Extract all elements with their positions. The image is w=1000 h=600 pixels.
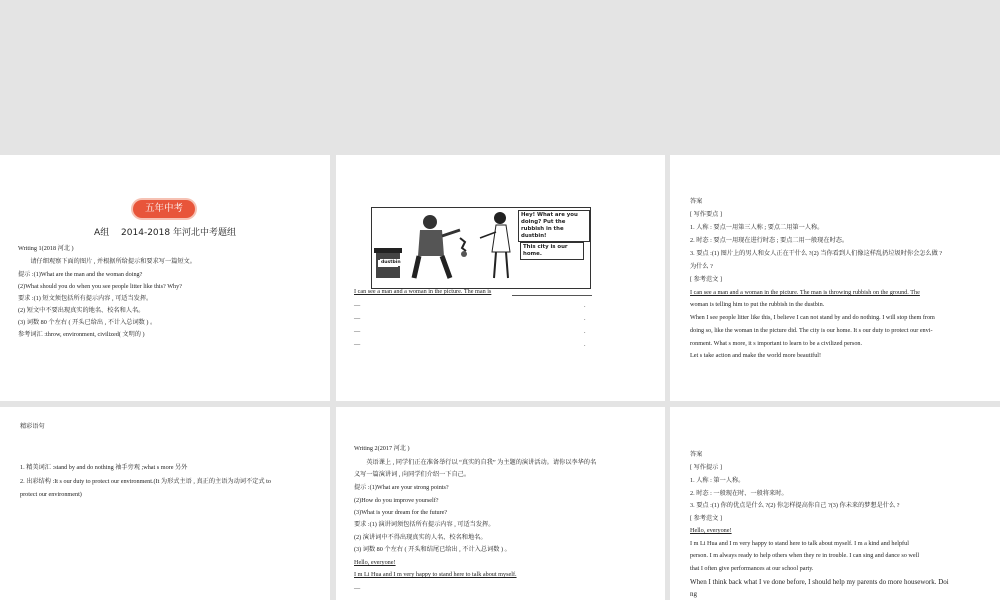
text-line: 要求 :(1) 演讲词须包括所有提示内容 , 可适当发挥。 — [354, 521, 495, 528]
text-line: woman is telling him to put the rubbish in the dustbin. — [690, 301, 825, 308]
dash-mark: — — [354, 341, 361, 348]
dash-mark: — — [354, 302, 361, 309]
text-line: 3. 要点 :(1) 图片上的男人和女人正在干什么 ?(2) 当你看到人们像这样乱扔垃圾时你会怎么做 ? — [690, 250, 943, 257]
text-line: When I see people litter like this, I believe I can not stand by and do nothing. I will stop them from — [690, 314, 935, 321]
text-line: doing so, like the woman in the picture did. The city is our home. It s our duty to protect our envi- — [690, 327, 933, 334]
text-line: (2)What should you do when you see people litter like this? Why? — [18, 283, 182, 290]
dustbin-label: dustbin — [381, 260, 401, 265]
answer-blank[interactable] — [512, 295, 592, 296]
text-line: 参考词汇 :throw, environment, civilized( 文明的 ) — [18, 331, 145, 338]
slide-writing2-answer[interactable] — [670, 407, 1000, 600]
dash-mark: — — [354, 328, 361, 335]
answer-start-line: I can see a man and a woman in the picture. The man is — [354, 288, 492, 295]
dot-mark: . — [584, 302, 586, 309]
text-line: (2) 短文中不要出现真实的地名、校名和人名。 — [18, 307, 145, 314]
slogan-sign: This city is our home. — [520, 242, 584, 260]
text-line: 3. 要点 :(1) 你的优点是什么 ?(2) 你怎样提高你自己 ?(3) 你未来的梦想是什么 ? — [690, 502, 900, 509]
text-line: Writing 1(2018 河北 ) — [18, 245, 74, 252]
litter-illustration — [371, 207, 591, 289]
dash-mark: — — [354, 585, 361, 592]
text-line: (2)How do you improve yourself? — [354, 497, 439, 504]
text-line: protect our environment) — [20, 491, 82, 498]
dot-mark: . — [584, 341, 586, 348]
section-heading: A组 2014-2018 年河北中考题组 — [94, 228, 236, 238]
text-line: (2) 演讲词中不得出现真实的人名、校名和地名。 — [354, 534, 487, 541]
text-line: person. I m always ready to help others when they re in trouble. I can sing and dance so well — [690, 552, 920, 559]
text-line: 答案 — [690, 451, 703, 458]
five-year-exam-badge: 五年中考 — [133, 200, 195, 218]
dot-mark: . — [584, 328, 586, 335]
text-line: ng — [690, 590, 697, 598]
text-line: 要求 :(1) 短文须包括所有提示内容 , 可适当发挥。 — [18, 295, 153, 302]
slide-writing1-answer[interactable] — [670, 155, 1000, 401]
text-line: that I often give performances at our school party. — [690, 565, 814, 572]
text-line: Writing 2(2017 河北 ) — [354, 445, 410, 452]
text-line: 精彩语句 — [20, 423, 45, 430]
slide-highlight-sentences[interactable] — [0, 407, 330, 600]
text-line: [ 写作要点 ] — [690, 211, 722, 218]
text-line: 2. 时态 : 要点一用现在进行时态 ; 要点二用一般现在时态。 — [690, 237, 849, 244]
dot-mark: . — [584, 315, 586, 322]
text-line: 答案 — [690, 198, 703, 205]
text-line: I can see a man and a woman in the picture. The man is throwing rubbish on the ground. The — [690, 289, 920, 296]
text-line: Hello, everyone! — [690, 527, 732, 534]
text-line: [ 写作提示 ] — [690, 464, 722, 471]
text-line: 为什么 ? — [690, 263, 713, 270]
text-line: 英语课上 , 同学们正在准备举行以 “真实的自我” 为主题的演讲活动。请你以李华的名 — [354, 459, 597, 466]
text-line: Hello, everyone! — [354, 559, 396, 566]
text-line: 提示 :(1)What are your strong points? — [354, 484, 449, 491]
slide-writing2-question[interactable] — [336, 407, 665, 600]
text-line: Let s take action and make the world more beautiful! — [690, 352, 822, 359]
text-line: 2. 出彩结构 :It s our duty to protect our environment.(It 为形式主语 , 真正的主语为动词不定式 to — [20, 478, 271, 485]
text-line: 2. 时态 : 一般现在时、一般将来时。 — [690, 490, 788, 497]
text-line: 请仔细观察下面的图片 , 并根据所给提示和要求写一篇短文。 — [18, 258, 196, 265]
text-line: [ 参考范文 ] — [690, 515, 722, 522]
text-line: [ 参考范文 ] — [690, 276, 722, 283]
text-line: ronment. What s more, it s important to learn to be a civilized person. — [690, 340, 863, 347]
text-line: (3) 词数 80 个左右 ( 开头和结尾已给出 , 不计入总词数 ) 。 — [354, 546, 511, 553]
text-line: 提示 :(1)What are the man and the woman doing? — [18, 271, 143, 278]
text-line: 1. 人称 : 第一人称。 — [690, 477, 745, 484]
text-line: (3) 词数 80 个左右 ( 开头已给出 , 不计入总词数 ) 。 — [18, 319, 157, 326]
text-line: I m Li Hua and I m very happy to stand here to talk about myself. I m a kind and helpful — [690, 540, 909, 547]
slide-writing1-picture[interactable] — [336, 155, 665, 401]
text-line: 1. 人称 : 要点一用第三人称 ; 要点二用第一人称。 — [690, 224, 824, 231]
dash-mark: — — [354, 315, 361, 322]
speech-bubble-woman: Hey! What are you doing? Put the rubbish in the dustbin! — [518, 210, 590, 242]
text-line: (3)What is your dream for the future? — [354, 509, 448, 516]
text-line: 1. 精美词汇 :stand by and do nothing 袖手旁观 ;what s more 另外 — [20, 464, 188, 471]
slide-writing1-question[interactable] — [0, 155, 330, 401]
text-line: 义写一篇演讲词 , 向同学们介绍一下自己。 — [354, 471, 471, 478]
text-line: When I think back what I ve done before, I should help my parents do more housework. Doi — [690, 578, 949, 586]
text-line: I m Li Hua and I m very happy to stand here to talk about myself. — [354, 571, 517, 578]
